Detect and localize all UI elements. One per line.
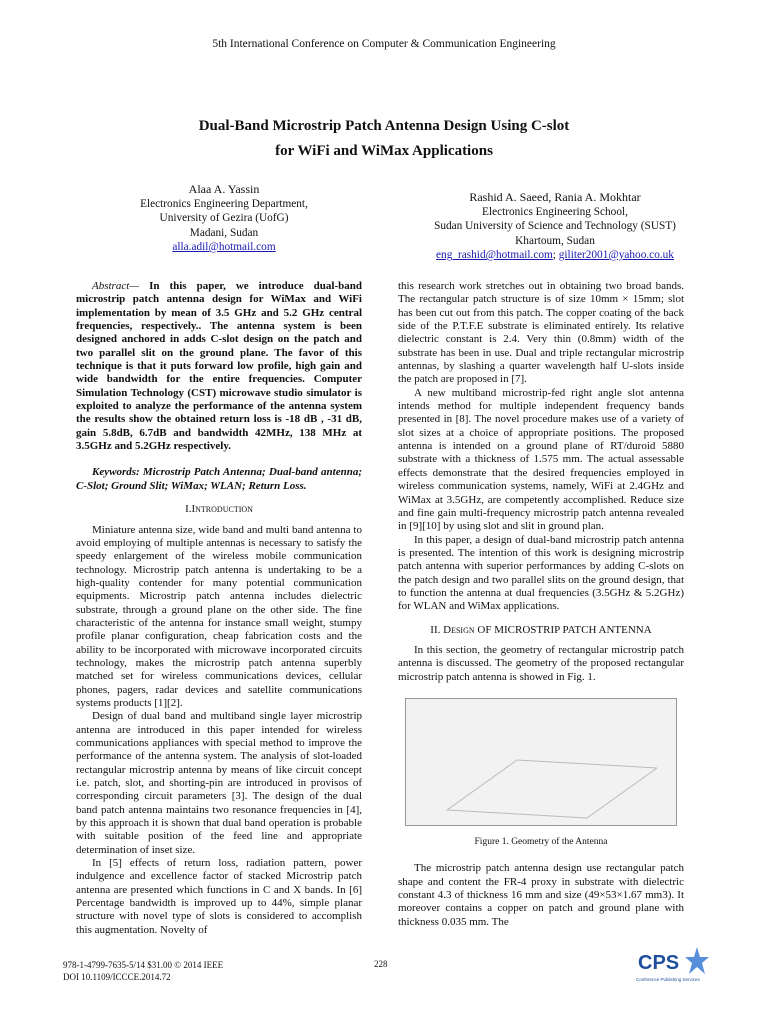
author-email-link[interactable]: giliter2001@yahoo.co.uk xyxy=(558,249,674,261)
author-name: Rashid A. Saeed, Rania A. Mokhtar xyxy=(469,190,641,204)
cps-logo xyxy=(636,944,712,988)
section-title-first: D xyxy=(443,623,452,636)
footer-copyright xyxy=(63,959,223,983)
author-affiliation: Khartoum, Sudan xyxy=(515,234,595,247)
antenna-diagram-icon xyxy=(407,700,675,824)
abstract-text: In this paper, we introduce dual-band microstrip patch antenna design for WiMax and WiFi implementation by mean of 3.5 GHz and 5.2 GHz central frequencies, respectively.. The antenna system is been designed anchored in adds C-slot design on the patch and two parallel slit on the ground plane. The favor of this technique is that it puts forward low profile, high gain and wide bandwidth for the entire frequencies. Computer Simulation Technology (CST) microwave studio simulator is exploited to analyze the performance of the antenna system the results show the obtained return loss is -18 dB , -31 dB, gain 5.8dB, 6.7dB and bandwidth 42MHz, 138 MHz at 3.5GHz and 5.2GHz respectively. xyxy=(76,280,362,453)
author-block-1 xyxy=(84,182,364,255)
left-column xyxy=(76,280,362,937)
paragraph: The microstrip patch antenna design use rectangular patch shape and content the FR-4 proxy in substrate with dielectric constant 4.3 of thickness 16 mm and size (49×53×1.67 mm3). It moreover contains a copper on patch and ground plane with thickness 0.035 mm. The xyxy=(398,862,684,928)
footer-isbn: 978-1-4799-7635-5/14 $31.00 © 2014 IEEE xyxy=(63,960,224,970)
footer-doi: DOI 10.1109/ICCCE.2014.72 xyxy=(63,972,171,982)
page-number: 228 xyxy=(374,959,388,969)
author-affiliation: University of Gezira (UofG) xyxy=(159,212,289,224)
paragraph: A new multiband microstrip-fed right angle slot antenna intends method for multiple independent frequency bands presented in [8]. The novel procedure makes use of a variety of slot sizes at a choice of appropriate positions. The proposed antenna is intended on a ground plane of RT/duroid 5880 substrate with a thickness of 1.575 mm. The actual assessable effects demonstrate that the desired frequencies employed in wireless communication systems, namely, WiFi at 2.4GHz and WiMax at 3.5GHz, are competently accomplished. Reduce size and fine gain multi-frequency microstrip patch antenna revealed in [9][10] by using slot and slit in ground plan. xyxy=(398,386,684,533)
abstract xyxy=(76,280,362,453)
author-name: Alaa A. Yassin xyxy=(188,182,260,196)
section-title-tail: OF MICROSTRIP PATCH ANTENNA xyxy=(474,623,652,636)
author-email-link[interactable]: alla.adil@hotmail.com xyxy=(172,241,276,253)
paper-title xyxy=(60,114,708,164)
paragraph: In this paper, a design of dual-band microstrip patch antenna is presented. The intention of this work is designing microstrip patch antenna with superior performances by adding C-slots on the patch design and two parallel slits on the ground design, that to function the antenna at dual frequencies (3.5GHz & 5.2GHz) for WLAN and WiMax applications. xyxy=(398,533,684,613)
paragraph: In [5] effects of return loss, radiation pattern, power indulgence and excellence factor of stacked Microstrip patch antenna are presented which functions in C and X bands. In [6] Percentage bandwidth is improved up to 44%, simple planar structure with novel type of slots is considered to accomplish this augmentation. Novelty of xyxy=(76,857,362,936)
right-column xyxy=(398,280,684,929)
section-title: Introduction xyxy=(191,503,253,516)
figure-caption: Figure 1. Geometry of the Antenna xyxy=(474,836,608,847)
author-affiliation: Electronics Engineering School, xyxy=(482,205,628,218)
title-line-2: for WiFi and WiMax Applications xyxy=(275,143,493,159)
section-heading-design xyxy=(398,624,684,637)
paragraph: Design of dual band and multiband single layer microstrip antenna are introduced in this paper intended for wireless communications appliances with special method to improve the performance of the antenna system. The analysis of slot-loaded rectangular microstrip antenna by means of like circuit concept i.e. patch, slot, and shorting-pin are introduced in provisos of corresponding circuit parameters [3]. The design of the dual band patch antenna maintains two resonance frequencies in [4], by this approach it is shown that dual band operation is probable with suitable position of the feed line and appropriate determination of inset size. xyxy=(76,710,362,856)
title-line-1: Dual-Band Microstrip Patch Antenna Design Using C-slot xyxy=(198,118,570,134)
keywords: Keywords: Microstrip Patch Antenna; Dual-band antenna; C-Slot; Ground Slit; WiMax; WLAN; Return Loss. xyxy=(76,466,362,492)
star-icon xyxy=(684,946,710,976)
logo-subtitle: Conference Publishing Services xyxy=(636,977,700,982)
author-affiliation: Madani, Sudan xyxy=(189,226,259,239)
author-email-link[interactable]: eng_rashid@hotmail.com xyxy=(436,249,553,261)
section-number: II. xyxy=(430,623,441,636)
author-block-2 xyxy=(400,190,710,263)
author-affiliation: Electronics Engineering Department, xyxy=(140,197,308,210)
abstract-label: Abstract xyxy=(92,280,130,292)
paragraph: Miniature antenna size, wide band and multi band antenna to avoid employing of multiple antennas is necessary to satisfy the speedy enlargement of the wireless mobile communication technology. Microstrip patch antenna is undertaking to be a high-quality contender for many potential communication equipments. Microstrip patch antenna includes dielectric substrate, through a ground plane on the other side. The fine characteristic of the antenna for instance small weight, stumpy profile planar configuration, cheap fabrication costs and the ability to be incorporated with microwave incorporated circuits technology, makes the microstrip patch antenna superbly matched set for wireless communications devices, cellular phones, pagers, radar devices and satellite communications systems products [1][2]. xyxy=(76,523,362,709)
abstract-dash: — xyxy=(129,280,140,292)
figure-placeholder xyxy=(405,698,677,826)
section-title-rest: esign xyxy=(451,623,475,636)
section-heading-intro xyxy=(76,503,362,516)
author-affiliation: Sudan University of Science and Technology (SUST) xyxy=(434,220,676,232)
conference-header: 5th International Conference on Computer & Communication Engineering xyxy=(212,38,556,50)
paragraph: In this section, the geometry of rectangular microstrip patch antenna is discussed. The geometry of the proposed rectangular microstrip patch antenna is showed in Fig. 1. xyxy=(398,643,684,683)
logo-wordmark: CPS xyxy=(638,952,680,974)
email-separator: ; xyxy=(552,249,556,261)
paragraph: this research work stretches out in obtaining two broad bands. The rectangular patch structure is of size 10mm × 15mm; slot has been cut out from this patch. The copper coating of the back side of the P.T.F.E substrate is eliminated entirely. Its relative dielectric constant is 2.4. Very thin (0.8mm) width of the substrate has been in use. Dual and triple rectangular microstrip antennas, by slashing a quarter wavelength half U-slots inside the patch are proposed in [7]. xyxy=(398,280,684,386)
section-number: I. xyxy=(185,503,192,516)
